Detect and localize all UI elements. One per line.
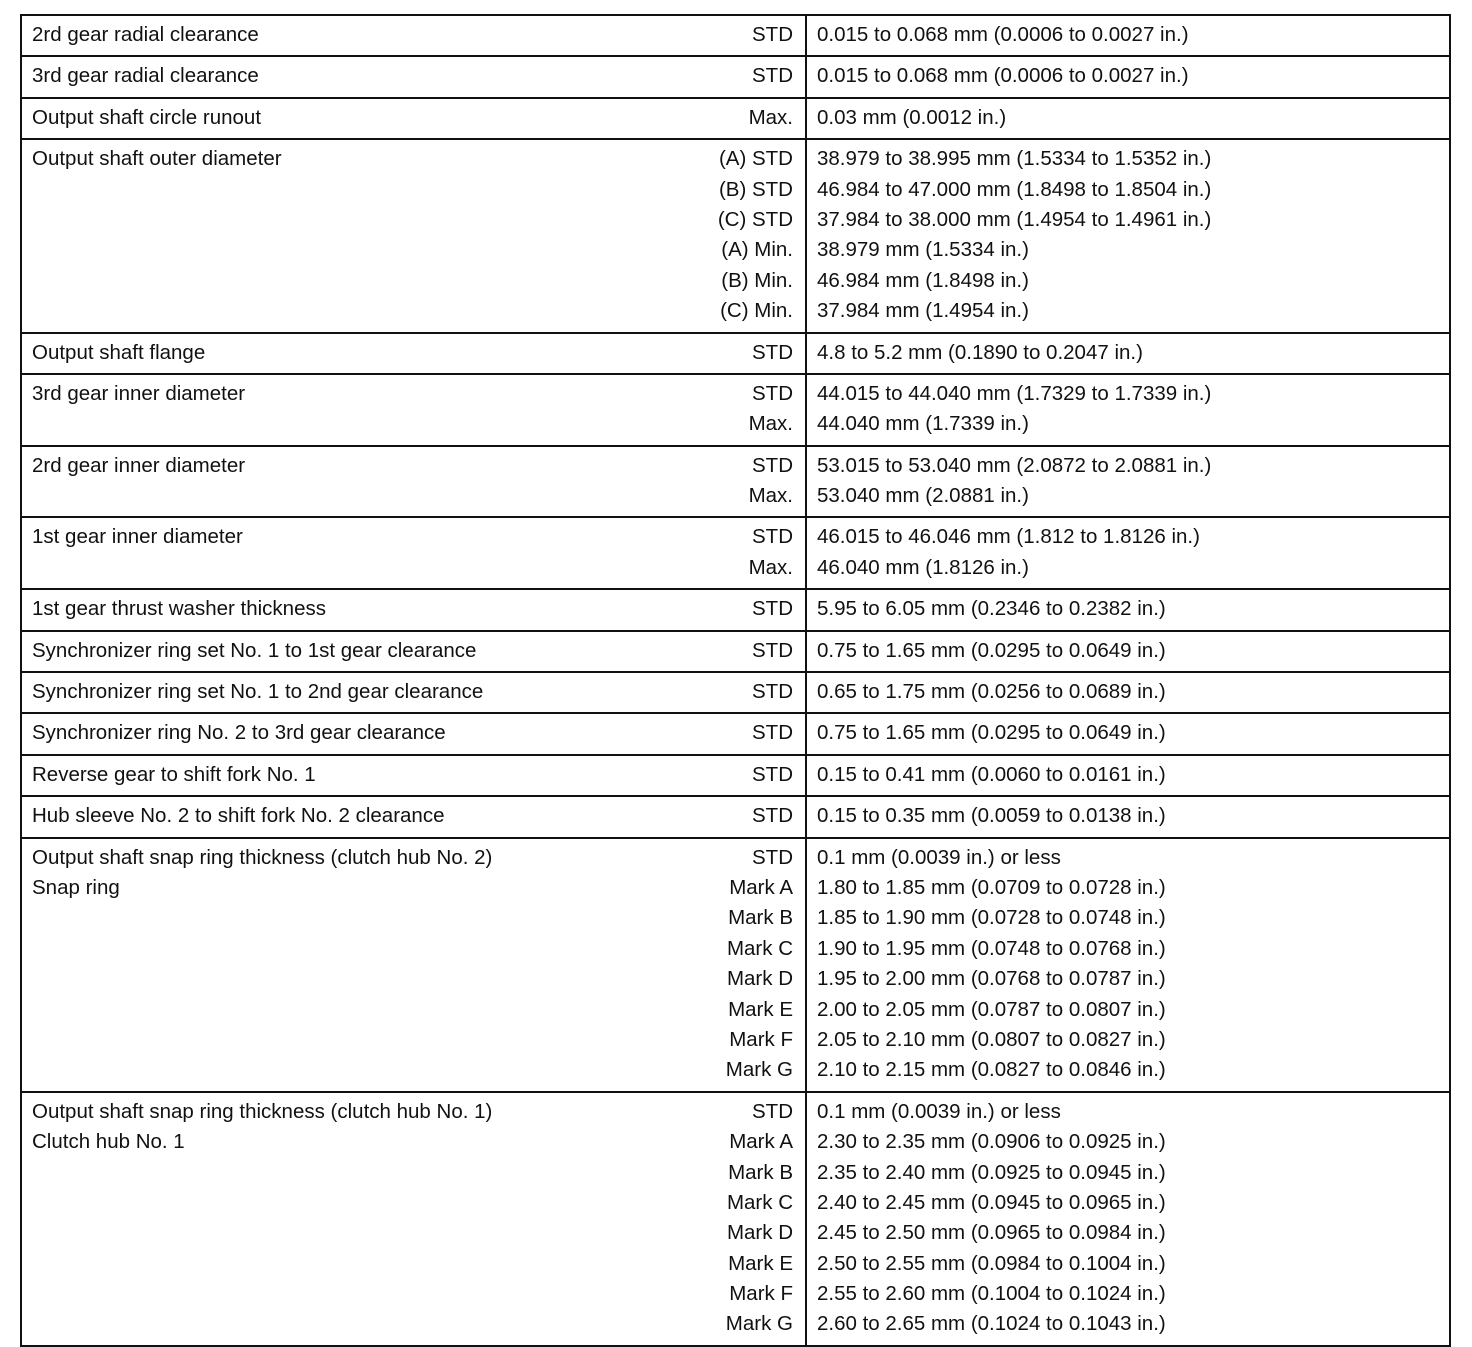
spec-condition-text: Max. xyxy=(748,484,793,508)
spec-item-cell xyxy=(21,98,623,139)
spec-value-text: 2.10 to 2.15 mm (0.0827 to 0.0846 in.) xyxy=(817,1058,1166,1082)
spec-condition-text: Max. xyxy=(748,412,793,436)
spec-value-text: 1.90 to 1.95 mm (0.0748 to 0.0768 in.) xyxy=(817,936,1166,960)
spec-value-cell xyxy=(806,517,1450,589)
spec-value-text: 0.15 to 0.35 mm (0.0059 to 0.0138 in.) xyxy=(817,804,1166,828)
spec-condition-text: STD xyxy=(752,804,793,828)
spec-item-text: Output shaft snap ring thickness (clutch hub No. 1) xyxy=(32,1099,493,1123)
spec-condition-text: STD xyxy=(752,64,793,88)
spec-value-cell xyxy=(806,98,1450,139)
spec-value-text: 4.8 to 5.2 mm (0.1890 to 0.2047 in.) xyxy=(817,340,1143,364)
spec-value-cell xyxy=(806,589,1450,630)
spec-value-text: 44.040 mm (1.7339 in.) xyxy=(817,412,1029,436)
spec-value-text: 0.015 to 0.068 mm (0.0006 to 0.0027 in.) xyxy=(817,23,1189,46)
spec-value-text: 37.984 to 38.000 mm (1.4954 to 1.4961 in.) xyxy=(817,207,1212,231)
spec-item-text: 3rd gear radial clearance xyxy=(32,64,259,88)
spec-value-text: 5.95 to 6.05 mm (0.2346 to 0.2382 in.) xyxy=(817,597,1166,621)
spec-value-cell xyxy=(806,374,1450,446)
spec-condition-text: STD xyxy=(752,680,793,704)
spec-condition-cell xyxy=(623,333,806,374)
spec-condition-text: Mark A xyxy=(729,1130,793,1154)
spec-value-text: 2.55 to 2.60 mm (0.1004 to 0.1024 in.) xyxy=(817,1282,1166,1306)
spec-value-text: 53.040 mm (2.0881 in.) xyxy=(817,484,1029,508)
spec-item-cell xyxy=(21,374,623,446)
spec-value-text: 38.979 to 38.995 mm (1.5334 to 1.5352 in.) xyxy=(817,147,1212,171)
spec-value-text: 2.60 to 2.65 mm (0.1024 to 0.1043 in.) xyxy=(817,1312,1166,1336)
spec-condition-cell xyxy=(623,838,806,1092)
spec-condition-text: (C) STD xyxy=(717,207,793,231)
spec-item-text: Snap ring xyxy=(32,875,120,899)
spec-item-text: Reverse gear to shift fork No. 1 xyxy=(32,762,316,786)
spec-condition-text: (C) Min. xyxy=(720,299,793,323)
spec-item-cell xyxy=(21,139,623,332)
spec-item-text: Synchronizer ring set No. 1 to 1st gear clearance xyxy=(32,638,477,662)
spec-condition-cell xyxy=(623,15,806,56)
spec-value-text: 46.984 to 47.000 mm (1.8498 to 1.8504 in.) xyxy=(817,177,1212,201)
spec-value-cell xyxy=(806,713,1450,754)
spec-value-cell xyxy=(806,446,1450,518)
spec-item-cell xyxy=(21,1092,623,1346)
spec-condition-cell xyxy=(623,374,806,446)
spec-condition-cell xyxy=(623,796,806,837)
table-row xyxy=(21,15,1450,56)
table-row xyxy=(21,672,1450,713)
spec-value-text: 2.50 to 2.55 mm (0.0984 to 0.1004 in.) xyxy=(817,1251,1166,1275)
spec-condition-text: STD xyxy=(752,597,793,621)
spec-item-text: Output shaft circle runout xyxy=(32,105,262,129)
spec-item-cell xyxy=(21,796,623,837)
spec-condition-text: STD xyxy=(752,845,793,869)
spec-condition-text: STD xyxy=(752,340,793,364)
spec-value-text: 53.015 to 53.040 mm (2.0872 to 2.0881 in.) xyxy=(817,453,1212,477)
spec-value-text: 46.040 mm (1.8126 in.) xyxy=(817,555,1029,579)
table-row xyxy=(21,838,1450,1092)
spec-value-text: 2.45 to 2.50 mm (0.0965 to 0.0984 in.) xyxy=(817,1221,1166,1245)
spec-condition-text: Mark B xyxy=(728,1160,793,1184)
spec-item-cell xyxy=(21,713,623,754)
spec-value-cell xyxy=(806,139,1450,332)
spec-value-text: 2.40 to 2.45 mm (0.0945 to 0.0965 in.) xyxy=(817,1190,1166,1214)
specification-table xyxy=(20,14,1451,1347)
spec-item-cell xyxy=(21,15,623,56)
spec-value-cell xyxy=(806,631,1450,672)
spec-value-text: 1.80 to 1.85 mm (0.0709 to 0.0728 in.) xyxy=(817,875,1166,899)
table-row xyxy=(21,333,1450,374)
spec-condition-text: Mark C xyxy=(726,1190,793,1214)
spec-condition-cell xyxy=(623,631,806,672)
spec-condition-text: Mark G xyxy=(725,1058,793,1082)
spec-value-text: 37.984 mm (1.4954 in.) xyxy=(817,299,1029,323)
spec-item-cell xyxy=(21,446,623,518)
spec-condition-cell xyxy=(623,755,806,796)
table-row xyxy=(21,713,1450,754)
spec-condition-text: Mark F xyxy=(729,1027,793,1051)
spec-item-cell xyxy=(21,672,623,713)
table-row xyxy=(21,56,1450,97)
spec-value-cell xyxy=(806,755,1450,796)
spec-condition-text: STD xyxy=(752,638,793,662)
spec-condition-text: Mark D xyxy=(726,967,793,991)
spec-condition-text: (A) STD xyxy=(718,147,793,171)
spec-item-text: Output shaft flange xyxy=(32,340,206,364)
spec-value-cell xyxy=(806,1092,1450,1346)
spec-item-cell xyxy=(21,517,623,589)
spec-condition-text: STD xyxy=(752,1099,793,1123)
spec-condition-text: STD xyxy=(752,23,793,46)
spec-value-text: 2.00 to 2.05 mm (0.0787 to 0.0807 in.) xyxy=(817,997,1166,1021)
spec-condition-text: Max. xyxy=(748,105,793,129)
spec-value-text: 0.03 mm (0.0012 in.) xyxy=(817,105,1007,129)
spec-item-text: Output shaft snap ring thickness (clutch hub No. 2) xyxy=(32,845,493,869)
spec-condition-text: STD xyxy=(752,453,793,477)
spec-value-cell xyxy=(806,56,1450,97)
spec-item-cell xyxy=(21,838,623,1092)
spec-condition-text: Mark B xyxy=(728,906,793,930)
spec-value-text: 38.979 mm (1.5334 in.) xyxy=(817,238,1029,262)
spec-item-text: Hub sleeve No. 2 to shift fork No. 2 clearance xyxy=(32,804,445,828)
spec-item-cell xyxy=(21,333,623,374)
spec-condition-text: Mark C xyxy=(726,936,793,960)
spec-value-text: 2.35 to 2.40 mm (0.0925 to 0.0945 in.) xyxy=(817,1160,1166,1184)
spec-condition-text: Mark G xyxy=(725,1312,793,1336)
spec-value-text: 0.15 to 0.41 mm (0.0060 to 0.0161 in.) xyxy=(817,762,1166,786)
table-row xyxy=(21,446,1450,518)
spec-condition-cell xyxy=(623,98,806,139)
spec-value-text: 0.015 to 0.068 mm (0.0006 to 0.0027 in.) xyxy=(817,64,1189,88)
spec-value-text: 1.85 to 1.90 mm (0.0728 to 0.0748 in.) xyxy=(817,906,1166,930)
spec-value-text: 0.65 to 1.75 mm (0.0256 to 0.0689 in.) xyxy=(817,680,1166,704)
spec-item-text: Clutch hub No. 1 xyxy=(32,1130,185,1154)
spec-item-text: Synchronizer ring set No. 1 to 2nd gear clearance xyxy=(32,680,484,704)
spec-condition-text: Mark E xyxy=(728,1251,793,1275)
spec-item-cell xyxy=(21,56,623,97)
spec-condition-text: (A) Min. xyxy=(721,238,793,262)
spec-value-cell xyxy=(806,15,1450,56)
spec-condition-cell xyxy=(623,517,806,589)
spec-value-cell xyxy=(806,672,1450,713)
spec-condition-text: STD xyxy=(752,721,793,745)
spec-value-cell xyxy=(806,796,1450,837)
spec-value-text: 0.75 to 1.65 mm (0.0295 to 0.0649 in.) xyxy=(817,638,1166,662)
spec-value-text: 0.75 to 1.65 mm (0.0295 to 0.0649 in.) xyxy=(817,721,1166,745)
table-row xyxy=(21,374,1450,446)
spec-condition-cell xyxy=(623,713,806,754)
spec-item-cell xyxy=(21,755,623,796)
table-row xyxy=(21,796,1450,837)
spec-item-text: 1st gear inner diameter xyxy=(32,525,243,549)
spec-condition-text: Mark D xyxy=(726,1221,793,1245)
table-row xyxy=(21,755,1450,796)
spec-condition-cell xyxy=(623,589,806,630)
spec-item-text: Synchronizer ring No. 2 to 3rd gear clearance xyxy=(32,721,446,745)
spec-condition-text: Mark F xyxy=(729,1282,793,1306)
table-row xyxy=(21,139,1450,332)
spec-condition-text: (B) Min. xyxy=(721,268,793,292)
spec-condition-cell xyxy=(623,672,806,713)
spec-value-text: 44.015 to 44.040 mm (1.7329 to 1.7339 in.) xyxy=(817,381,1212,405)
spec-value-text: 2.30 to 2.35 mm (0.0906 to 0.0925 in.) xyxy=(817,1130,1166,1154)
table-row xyxy=(21,631,1450,672)
spec-condition-text: Mark A xyxy=(729,875,793,899)
spec-condition-text: STD xyxy=(752,762,793,786)
spec-item-text: 1st gear thrust washer thickness xyxy=(32,597,326,621)
spec-condition-text: Max. xyxy=(748,555,793,579)
spec-value-cell xyxy=(806,333,1450,374)
spec-item-text: 2rd gear radial clearance xyxy=(32,23,259,46)
spec-value-text: 0.1 mm (0.0039 in.) or less xyxy=(817,1099,1061,1123)
spec-value-text: 46.015 to 46.046 mm (1.812 to 1.8126 in.) xyxy=(817,525,1200,549)
spec-condition-cell xyxy=(623,56,806,97)
spec-condition-text: Mark E xyxy=(728,997,793,1021)
spec-value-text: 0.1 mm (0.0039 in.) or less xyxy=(817,845,1061,869)
spec-value-text: 46.984 mm (1.8498 in.) xyxy=(817,268,1029,292)
spec-value-text: 2.05 to 2.10 mm (0.0807 to 0.0827 in.) xyxy=(817,1027,1166,1051)
spec-condition-text: STD xyxy=(752,381,793,405)
spec-item-text: 2rd gear inner diameter xyxy=(32,453,246,477)
spec-item-text: 3rd gear inner diameter xyxy=(32,381,246,405)
spec-condition-cell xyxy=(623,1092,806,1346)
table-row xyxy=(21,1092,1450,1346)
spec-value-text: 1.95 to 2.00 mm (0.0768 to 0.0787 in.) xyxy=(817,967,1166,991)
spec-item-cell xyxy=(21,631,623,672)
spec-item-cell xyxy=(21,589,623,630)
spec-condition-text: STD xyxy=(752,525,793,549)
spec-condition-cell xyxy=(623,446,806,518)
table-row xyxy=(21,517,1450,589)
table-row xyxy=(21,98,1450,139)
spec-condition-text: (B) STD xyxy=(718,177,793,201)
table-row xyxy=(21,589,1450,630)
spec-condition-cell xyxy=(623,139,806,332)
spec-item-text: Output shaft outer diameter xyxy=(32,147,282,171)
spec-value-cell xyxy=(806,838,1450,1092)
specification-table-body xyxy=(21,15,1450,1346)
